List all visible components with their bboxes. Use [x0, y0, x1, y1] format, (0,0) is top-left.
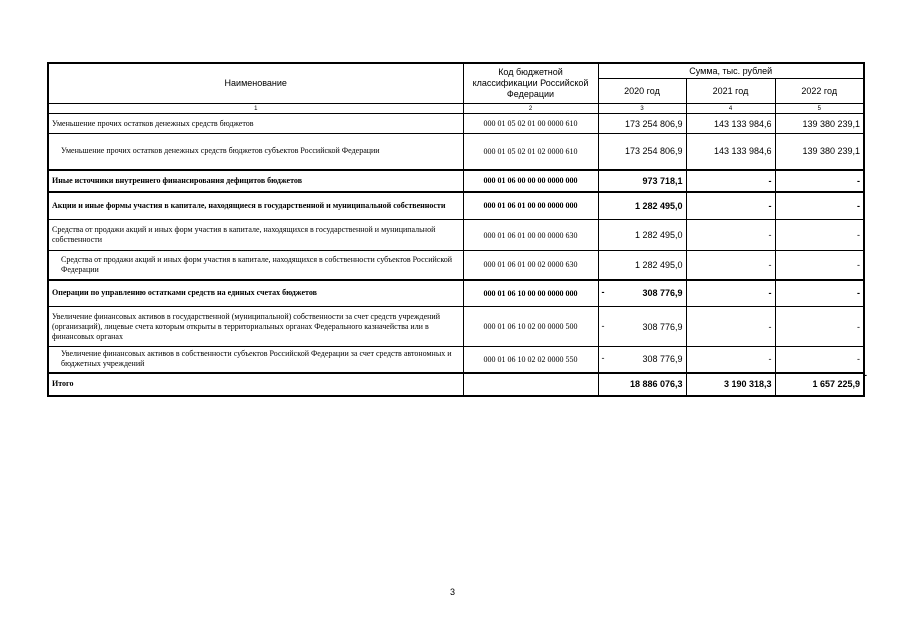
header-code: Код бюджетной классификации Российской Федерации	[463, 63, 598, 104]
lead-dash: -	[601, 353, 605, 364]
row-name: Увеличение финансовых активов в собственности субъектов Российской Федерации за счет средств автономных и бюджетных учреждений	[48, 347, 463, 373]
total-code-empty	[463, 373, 598, 396]
column-number: 1	[48, 104, 463, 114]
row-value-2022: -	[775, 192, 864, 220]
table-row	[48, 307, 864, 347]
trailing-mark: -	[864, 370, 867, 380]
row-name: Иные источники внутреннего финансирования дефицитов бюджетов	[48, 170, 463, 192]
row-code: 000 01 06 10 02 00 0000 500	[463, 307, 598, 347]
row-name: Увеличение финансовых активов в государственной (муниципальной) собственности за счет средств учреждений (организаций), лицевые счета которым открыты в территориальных органах Федерального казначейства или в финансовых органах	[48, 307, 463, 347]
row-code: 000 01 05 02 01 02 0000 610	[463, 134, 598, 170]
row-value-2021: 143 133 984,6	[686, 134, 775, 170]
row-value-2022: 139 380 239,1	[775, 134, 864, 170]
row-value-2022: 139 380 239,1	[775, 114, 864, 134]
header-sum: Сумма, тыс. рублей	[598, 63, 864, 79]
row-value-text: 308 776,9	[642, 321, 683, 332]
table-row	[48, 114, 864, 134]
row-value-2021: -	[686, 280, 775, 307]
total-value-2022: 1 657 225,9	[775, 373, 864, 396]
header-year-2022: 2022 год	[775, 79, 864, 104]
header-year-2021: 2021 год	[686, 79, 775, 104]
row-name: Операции по управлению остатками средств на единых счетах бюджетов	[48, 280, 463, 307]
column-number-row	[48, 104, 864, 114]
row-value-2021: -	[686, 170, 775, 192]
row-value-2021: 143 133 984,6	[686, 114, 775, 134]
row-code: 000 01 06 10 00 00 0000 000	[463, 280, 598, 307]
table-row	[48, 170, 864, 192]
row-value-text: 308 776,9	[642, 288, 683, 299]
row-value-2020: 973 718,1	[598, 170, 686, 192]
table-row	[48, 251, 864, 280]
row-value-2020: 173 254 806,9	[598, 114, 686, 134]
row-code: 000 01 06 01 00 02 0000 630	[463, 251, 598, 280]
total-row	[48, 373, 864, 396]
row-value-2021: -	[686, 307, 775, 347]
row-value-2020	[598, 347, 686, 373]
row-value-2022: -	[775, 280, 864, 307]
total-value-2021: 3 190 318,3	[686, 373, 775, 396]
row-value-2022: -	[775, 170, 864, 192]
row-value-2022: -	[775, 220, 864, 251]
lead-dash: -	[601, 287, 605, 298]
row-code: 000 01 06 10 02 02 0000 550	[463, 347, 598, 373]
row-code: 000 01 06 01 00 00 0000 630	[463, 220, 598, 251]
column-number: 2	[463, 104, 598, 114]
table-row	[48, 134, 864, 170]
row-name: Средства от продажи акций и иных форм участия в капитале, находящихся в собственности субъектов Российской Федерации	[48, 251, 463, 280]
row-value-2022: -	[775, 347, 864, 373]
total-label: Итого	[48, 373, 463, 396]
header-row-1	[48, 63, 864, 79]
row-value-2020: 1 282 495,0	[598, 251, 686, 280]
row-value-2020: 1 282 495,0	[598, 220, 686, 251]
row-code: 000 01 05 02 01 00 0000 610	[463, 114, 598, 134]
row-name: Акции и иные формы участия в капитале, находящиеся в государственной и муниципальной собственности	[48, 192, 463, 220]
row-value-2021: -	[686, 251, 775, 280]
table-row	[48, 347, 864, 373]
table-row	[48, 220, 864, 251]
row-value-2021: -	[686, 347, 775, 373]
row-value-2020: 1 282 495,0	[598, 192, 686, 220]
row-code: 000 01 06 00 00 00 0000 000	[463, 170, 598, 192]
row-name: Средства от продажи акций и иных форм участия в капитале, находящихся в государственной и муниципальной собственности	[48, 220, 463, 251]
row-name: Уменьшение прочих остатков денежных средств бюджетов субъектов Российской Федерации	[48, 134, 463, 170]
column-number: 3	[598, 104, 686, 114]
row-value-2020: 173 254 806,9	[598, 134, 686, 170]
column-number: 5	[775, 104, 864, 114]
header-year-2020: 2020 год	[598, 79, 686, 104]
row-value-text: 308 776,9	[642, 354, 683, 365]
table-row	[48, 192, 864, 220]
budget-sources-table	[47, 62, 865, 397]
lead-dash: -	[601, 320, 605, 331]
row-value-2021: -	[686, 220, 775, 251]
row-name: Уменьшение прочих остатков денежных средств бюджетов	[48, 114, 463, 134]
row-value-2022: -	[775, 307, 864, 347]
row-value-2020	[598, 280, 686, 307]
row-value-2021: -	[686, 192, 775, 220]
row-value-2020	[598, 307, 686, 347]
column-number: 4	[686, 104, 775, 114]
table-row	[48, 280, 864, 307]
row-value-2022: -	[775, 251, 864, 280]
total-value-2020: 18 886 076,3	[598, 373, 686, 396]
header-name: Наименование	[48, 63, 463, 104]
row-code: 000 01 06 01 00 00 0000 000	[463, 192, 598, 220]
page-number: 3	[449, 587, 455, 597]
